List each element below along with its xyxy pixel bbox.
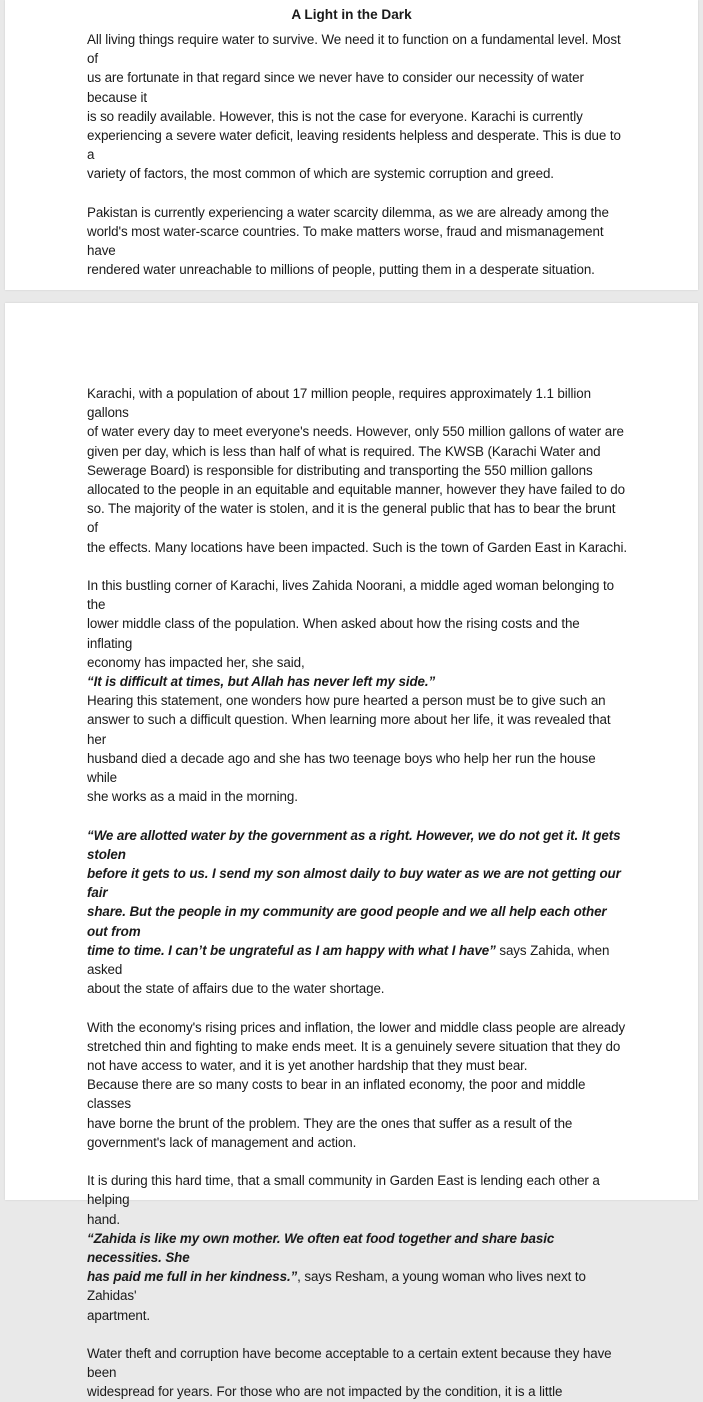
page-1-body [87, 30, 627, 280]
page-2-body [87, 384, 627, 1402]
paragraph-gap [87, 998, 627, 1017]
quote-zahida-water: “We are allotted water by the government as a right. However, we do not get it. It gets stolen before it gets to us. I send my son almost daily to buy water as we are not getting our fair share. But the people in my community are good people and we all help each other out from time to time. I can’t be ungrateful as I am happy with what I have” [87, 827, 621, 958]
quote-zahida-allah: “It is difficult at times, but Allah has never left my side.” [87, 674, 436, 690]
paragraph-resham-quote-block [87, 1229, 627, 1325]
quote-resham: “Zahida is like my own mother. We often eat food together and share basic necessities. She has paid me full in her kindness.” [87, 1230, 555, 1285]
paragraph-gap [87, 184, 627, 203]
paragraph-intro: All living things require water to survive. We need it to function on a fundamental level. Most of us are fortunate in that regard since we never have to consider our necessity of water because it is so readily available. However, this is not the case for everyone. Karachi is currently experiencing a severe water deficit, leaving residents helpless and desperate. This is due to a variety of factors, the most common of which are systemic corruption and greed. [87, 32, 621, 182]
paragraph-scarcity: Pakistan is currently experiencing a water scarcity dilemma, as we are already among the world's most water-scarce countries. To make matters worse, fraud and mismanagement have rendered water unreachable to millions of people, putting them in a desperate situation. [87, 204, 609, 278]
paragraph-economy: With the economy's rising prices and inflation, the lower and middle class people are already stretched thin and fighting to make ends meet. It is a genuinely severe situation that they do not have access to water, and it is yet another hardship that they must bear. Because there are so many costs to bear in an inflated economy, the poor and middle classes have borne the brunt of the problem. They are the ones that suffer as a result of the government's lack of management and action. [87, 1019, 626, 1150]
article-title: A Light in the Dark [291, 7, 412, 22]
paragraph-community: It is during this hard time, that a small community in Garden East is lending each other a helping hand. [87, 1173, 600, 1227]
paragraph-water-theft: Water theft and corruption have become acceptable to a certain extent because they have been widespread for years. For those who are not impacted by the condition, it is a little [87, 1346, 612, 1400]
quote-attribution-zahida: says Zahida, when asked about the state of affairs due to the water shortage. [87, 942, 610, 997]
paragraph-zahida-intro: In this bustling corner of Karachi, lives Zahida Noorani, a middle aged woman belonging to the lower middle class of the population. When asked about how the rising costs and the inflating economy has impacted her, she said, [87, 578, 614, 670]
paragraph-gap [87, 557, 627, 576]
paragraph-zahida-quote-block [87, 826, 627, 999]
paragraph-gap [87, 1152, 627, 1171]
paragraph-karachi-population: Karachi, with a population of about 17 million people, requires approximately 1.1 billion gallons of water every day to meet everyone's needs. However, only 550 million gallons of water are given per day, which is less than half of what is required. The KWSB (Karachi Water and Sewerage Board) is responsible for distributing and transporting the 550 million gallons allocated to the people in an equitable and equitable manner, however they have failed to do so. The majority of the water is stolen, and it is the general public that has to bear the brunt of the effects. Many locations have been impacted. Such is the town of Garden East in Karachi. [87, 386, 627, 555]
paragraph-zahida-life: Hearing this statement, one wonders how pure hearted a person must be to give such an answer to such a difficult question. When learning more about her life, it was revealed that her husband died a decade ago and she has two teenage boys who help her run the house while she works as a maid in the morning. [87, 693, 611, 805]
document-page-1 [5, 0, 698, 290]
quote-attribution-resham: , says Resham, a young woman who lives next to Zahidas' apartment. [87, 1269, 586, 1323]
paragraph-gap [87, 806, 627, 825]
document-page-2 [5, 303, 698, 1400]
paragraph-gap [87, 1325, 627, 1344]
